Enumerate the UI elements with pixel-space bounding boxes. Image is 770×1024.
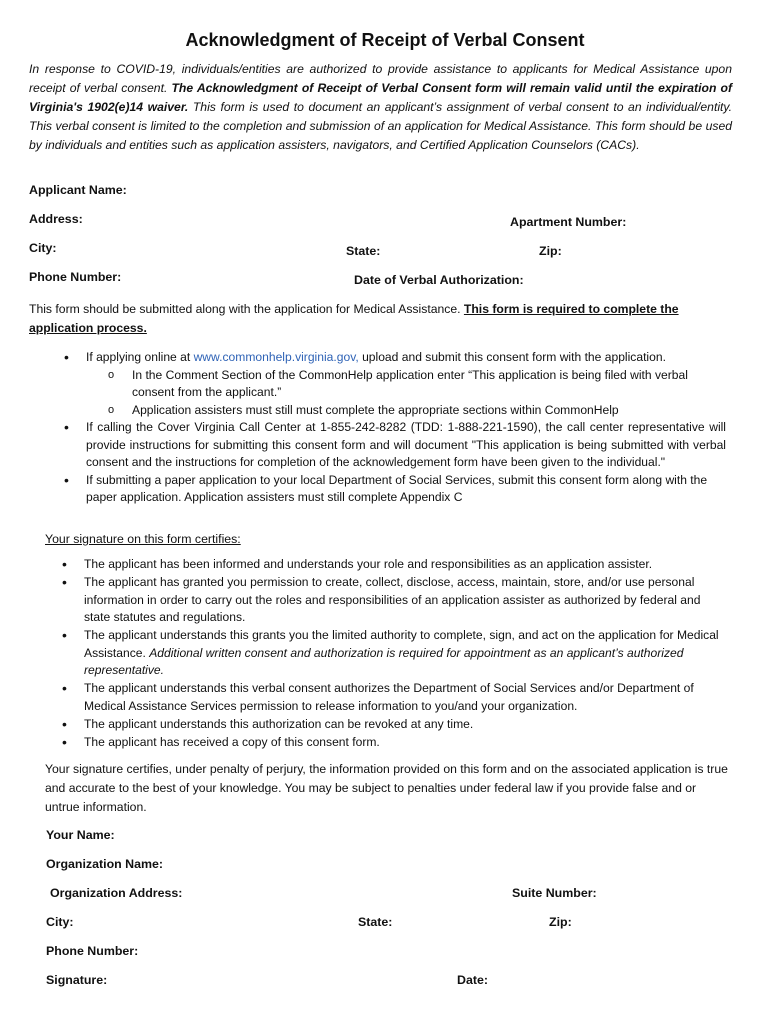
instruction-online — [64, 349, 726, 419]
online-sub-item-assisters: o Application assisters must still must complete the appropriate sections within CommonHelp — [86, 402, 726, 420]
certifies-heading: Your signature on this form certifies: — [45, 532, 241, 546]
submission-note — [29, 300, 719, 338]
suite-number-label: Suite Number: — [512, 886, 597, 900]
certification-item: • The applicant has been informed and understands your role and responsibilities as an application assister. — [62, 556, 722, 574]
commonhelp-link[interactable]: www.commonhelp.virginia.gov, — [193, 350, 359, 364]
certification-item: • The applicant has granted you permission to create, collect, disclose, access, maintain, store, and/or use personal information in order to carry out the roles and responsibilities of an application assister as authorized by federal and state statutes and regulations. — [62, 574, 722, 627]
certification-item: • The applicant has received a copy of this consent form. — [62, 734, 722, 752]
assister-state-label: State: — [358, 915, 393, 929]
certification-italic-note: Additional written consent and authorization is required for appointment as an applicant’s authorized representative. — [84, 645, 684, 677]
intro-paragraph — [29, 60, 732, 155]
form-title: Acknowledgment of Receipt of Verbal Consent — [185, 30, 585, 50]
applicant-name-label: Applicant Name: — [29, 183, 127, 197]
online-sub-item-comment: o In the Comment Section of the CommonHelp application enter “This application is being filed with verbal consent from the applicant.” — [86, 367, 726, 402]
date-label: Date: — [457, 973, 488, 987]
instruction-paper: • If submitting a paper application to your local Department of Social Services, submit this consent form along with the paper application. Application assisters must still complete Appendix C — [64, 472, 726, 507]
date-verbal-authorization-label: Date of Verbal Authorization: — [354, 273, 524, 287]
perjury-statement: Your signature certifies, under penalty of perjury, the information provided on this form and on the associated application is true and accurate to the best of your knowledge. You may be subject to penalties under federal law if you provide false and or untrue information. — [45, 762, 728, 814]
online-sub-list — [86, 367, 726, 420]
certification-item: • The applicant understands this verbal consent authorizes the Department of Social Services and/or Department of Medical Assistance Services permission to release information to you/and your organization. — [62, 680, 722, 715]
online-text-post: upload and submit this consent form with the application. — [358, 350, 666, 364]
required-note: This form is required to complete the application process. — [29, 302, 679, 335]
organization-name-label: Organization Name: — [46, 857, 164, 871]
intro-bold-validity: The Acknowledgment of Receipt of Verbal Consent form will remain valid until the expiration of Virginia's 1902(e)14 waiver. — [29, 81, 733, 114]
certification-text: The applicant understands this grants you the limited authority to complete, sign, and act on the application for Medical Assistance. — [84, 628, 719, 660]
state-label: State: — [346, 244, 381, 258]
zip-label: Zip: — [539, 244, 562, 258]
signature-label: Signature: — [46, 973, 108, 987]
intro-text-2: This form is used to document an applicant’s assignment of verbal consent to an individual/entity. This verbal consent is limited to the completion and submission of an application for Medical Assistance. This form should be used by individuals and entities such as application assisters, navigators, and Certified Application Counselors (CACs). — [29, 100, 732, 152]
apartment-number-label: Apartment Number: — [510, 215, 627, 229]
assister-phone-label: Phone Number: — [46, 944, 139, 958]
certifications-list — [62, 556, 722, 752]
online-text-pre: If applying online at — [86, 350, 194, 364]
address-label: Address: — [29, 212, 83, 226]
your-name-label: Your Name: — [46, 828, 115, 842]
certification-item: • The applicant understands this authorization can be revoked at any time. — [62, 716, 722, 734]
city-label: City: — [29, 241, 57, 255]
instructions-list — [64, 349, 726, 507]
instruction-call-center: • If calling the Cover Virginia Call Center at 1-855-242-8282 (TDD: 1-888-221-1590), the call center representative will provide instructions for submitting this consent form and will document "This application is being submitted with verbal consent and the instructions for completion of the acknowledgement form have been given to the individual." — [64, 419, 726, 472]
assister-city-label: City: — [46, 915, 74, 929]
submission-note-text: This form should be submitted along with the application for Medical Assistance. — [29, 302, 464, 316]
organization-address-label: Organization Address: — [50, 886, 183, 900]
intro-text-1: In response to COVID-19, individuals/entities are authorized to provide assistance to applicants for Medical Assistance upon receipt of verbal consent. — [29, 62, 732, 95]
assister-zip-label: Zip: — [549, 915, 572, 929]
phone-number-label: Phone Number: — [29, 270, 122, 284]
certification-item — [62, 627, 722, 680]
